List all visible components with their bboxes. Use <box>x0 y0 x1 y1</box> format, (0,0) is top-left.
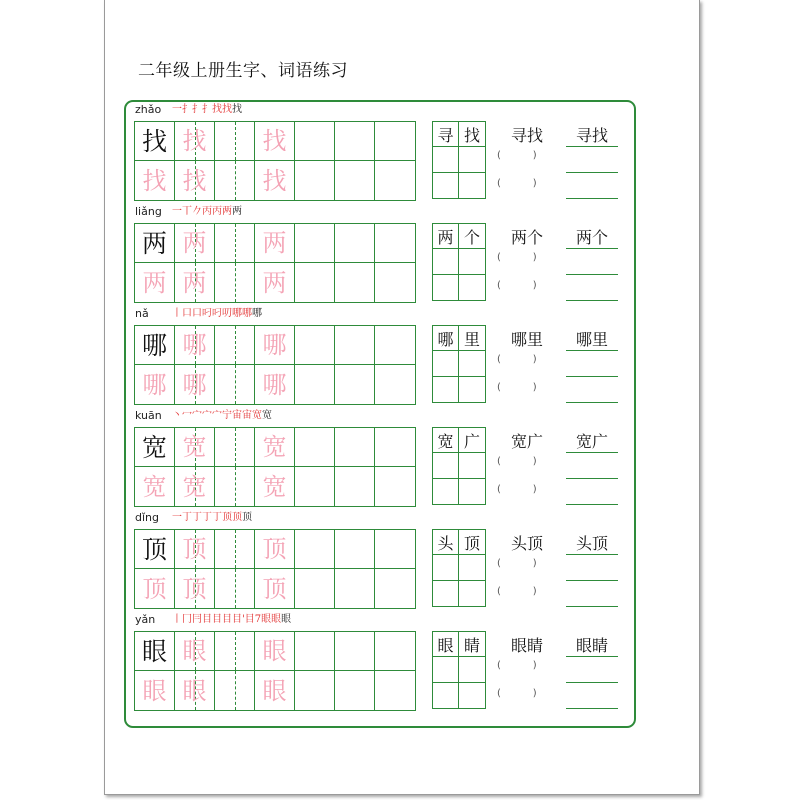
word-writing-cell[interactable] <box>459 657 485 682</box>
trace-character: 宽 <box>142 472 167 501</box>
trace-character: 哪 <box>262 370 287 399</box>
writing-cell[interactable] <box>375 224 415 263</box>
word-writing-cell[interactable] <box>459 275 485 300</box>
writing-cell[interactable] <box>375 428 415 467</box>
word-character: 宽 <box>433 428 459 453</box>
writing-cell[interactable] <box>255 671 295 710</box>
writing-cell[interactable] <box>135 671 175 710</box>
writing-grid <box>134 427 416 507</box>
practice-word: 寻找 <box>575 126 608 145</box>
writing-cell[interactable] <box>215 428 255 467</box>
writing-cell[interactable] <box>375 530 415 569</box>
trace-character: 眼 <box>262 676 287 705</box>
writing-cell[interactable] <box>135 467 175 506</box>
stroke-step: 丁 <box>182 512 192 523</box>
trace-character: 两 <box>142 268 167 297</box>
stroke-step: 一 <box>172 206 182 217</box>
writing-cell[interactable] <box>215 122 255 161</box>
writing-cell[interactable] <box>255 569 295 608</box>
writing-cell[interactable] <box>255 224 295 263</box>
stroke-step: 丙 <box>212 206 222 217</box>
writing-cell[interactable] <box>215 530 255 569</box>
stroke-step: 目 <box>202 614 212 625</box>
word-writing-cell[interactable] <box>433 683 459 708</box>
writing-grid <box>134 529 416 609</box>
stroke-step: 顶 <box>242 512 252 523</box>
writing-cell[interactable] <box>255 122 295 161</box>
writing-cell[interactable] <box>255 530 295 569</box>
word-writing-cell[interactable] <box>433 173 459 198</box>
word-writing-cell[interactable] <box>459 479 485 504</box>
writing-cell[interactable] <box>335 326 375 365</box>
stroke-step: 叼 <box>212 308 222 319</box>
stroke-step: 顶 <box>232 512 242 523</box>
trace-character: 找 <box>262 166 287 195</box>
pinyin-label: zhǎo <box>135 103 162 116</box>
writing-cell[interactable] <box>255 467 295 506</box>
stroke-step: 宀 <box>192 410 202 421</box>
writing-cell[interactable] <box>375 161 415 200</box>
word-writing-cell[interactable] <box>433 581 459 606</box>
writing-cell[interactable] <box>175 569 215 608</box>
word-writing-cell[interactable] <box>433 147 459 172</box>
word-character: 找 <box>459 122 485 147</box>
writing-cell[interactable] <box>255 263 295 302</box>
writing-cell[interactable] <box>295 263 335 302</box>
trace-character: 眼 <box>182 637 207 665</box>
writing-cell[interactable] <box>335 161 375 200</box>
stroke-step: 冃 <box>192 614 202 625</box>
writing-cell[interactable] <box>375 632 415 671</box>
stroke-step: 哪 <box>232 308 242 319</box>
pinyin-label: liǎng <box>135 205 162 218</box>
writing-cell[interactable] <box>255 365 295 404</box>
pinyin-label: nǎ <box>135 307 149 320</box>
model-character: 顶 <box>141 534 167 564</box>
word-character: 里 <box>459 326 485 351</box>
stroke-step: 哪 <box>242 308 252 319</box>
stroke-step: 丁 <box>212 512 222 523</box>
writing-cell[interactable] <box>175 632 215 671</box>
writing-line[interactable] <box>566 580 618 581</box>
writing-cell[interactable] <box>215 224 255 263</box>
writing-cell[interactable] <box>295 365 335 404</box>
writing-cell[interactable] <box>135 122 175 161</box>
practice-word: 头顶 <box>575 534 608 553</box>
pinyin-blank[interactable]: ( ) <box>497 382 537 393</box>
trace-character: 哪 <box>182 370 207 399</box>
trace-character: 两 <box>182 229 207 257</box>
trace-character: 哪 <box>262 331 287 359</box>
writing-cell[interactable] <box>295 530 335 569</box>
writing-cell[interactable] <box>135 530 175 569</box>
stroke-order <box>172 614 291 626</box>
writing-line[interactable] <box>566 172 618 173</box>
example-word: 宽广 <box>510 432 543 451</box>
writing-cell[interactable] <box>375 467 415 506</box>
page-title: 二年级上册生字、词语练习 <box>138 61 348 81</box>
trace-character: 找 <box>182 166 207 195</box>
writing-line[interactable] <box>566 554 618 555</box>
writing-cell[interactable] <box>295 467 335 506</box>
writing-cell[interactable] <box>335 467 375 506</box>
writing-line[interactable] <box>566 274 618 275</box>
stroke-step: 口 <box>192 308 202 319</box>
word-writing-cell[interactable] <box>459 249 485 274</box>
stroke-step: 目' <box>232 614 245 625</box>
trace-character: 哪 <box>142 370 167 399</box>
practice-word: 宽广 <box>575 432 608 451</box>
word-box <box>432 121 486 199</box>
writing-cell[interactable] <box>175 122 215 161</box>
word-character: 睛 <box>459 632 485 657</box>
stroke-order <box>172 206 242 218</box>
writing-cell[interactable] <box>175 224 215 263</box>
writing-cell[interactable] <box>255 428 295 467</box>
word-writing-cell[interactable] <box>459 377 485 402</box>
writing-cell[interactable] <box>295 326 335 365</box>
model-character: 宽 <box>141 432 167 462</box>
stroke-step: 叨 <box>222 308 232 319</box>
stroke-step: 眼 <box>281 614 292 625</box>
trace-character: 哪 <box>182 331 207 359</box>
model-character: 哪 <box>141 330 167 360</box>
writing-cell[interactable] <box>375 569 415 608</box>
writing-cell[interactable] <box>295 428 335 467</box>
writing-line[interactable] <box>566 656 618 657</box>
pinyin-blank[interactable]: ( ) <box>497 558 537 569</box>
word-character: 头 <box>433 530 459 555</box>
trace-character: 顶 <box>142 574 167 603</box>
writing-cell[interactable] <box>175 467 215 506</box>
pinyin-blank[interactable]: ( ) <box>497 688 537 699</box>
writing-cell[interactable] <box>135 632 175 671</box>
writing-cell[interactable] <box>375 122 415 161</box>
trace-character: 找 <box>182 127 207 155</box>
writing-cell[interactable] <box>335 530 375 569</box>
stroke-step: 丨 <box>172 308 182 319</box>
word-character: 个 <box>459 224 485 249</box>
writing-cell[interactable] <box>335 569 375 608</box>
writing-cell[interactable] <box>255 161 295 200</box>
writing-cell[interactable] <box>175 428 215 467</box>
pinyin-label: dǐng <box>135 511 159 524</box>
writing-cell[interactable] <box>135 569 175 608</box>
writing-cell[interactable] <box>295 161 335 200</box>
stroke-order <box>172 308 262 320</box>
stroke-step: 一 <box>172 104 182 115</box>
pinyin-label: yǎn <box>135 613 156 626</box>
trace-character: 两 <box>182 268 207 297</box>
writing-line[interactable] <box>566 504 618 505</box>
stroke-step: 扌 <box>192 104 202 115</box>
writing-cell[interactable] <box>295 671 335 710</box>
stroke-step: 一 <box>172 512 182 523</box>
stroke-step: 找 <box>232 104 242 115</box>
writing-cell[interactable] <box>215 632 255 671</box>
model-character: 眼 <box>141 636 167 666</box>
writing-cell[interactable] <box>375 263 415 302</box>
word-box <box>432 529 486 607</box>
writing-line[interactable] <box>566 606 618 607</box>
writing-line[interactable] <box>566 376 618 377</box>
word-character: 哪 <box>433 326 459 351</box>
writing-cell[interactable] <box>295 122 335 161</box>
writing-cell[interactable] <box>295 569 335 608</box>
writing-cell[interactable] <box>255 326 295 365</box>
stroke-step: 扌 <box>202 104 212 115</box>
writing-cell[interactable] <box>335 428 375 467</box>
writing-cell[interactable] <box>335 122 375 161</box>
trace-character: 顶 <box>262 535 287 563</box>
pinyin-blank[interactable]: ( ) <box>497 660 537 671</box>
writing-cell[interactable] <box>295 632 335 671</box>
stroke-step: 宙 <box>242 410 252 421</box>
stroke-step: 找 <box>212 104 222 115</box>
trace-character: 宽 <box>182 433 207 461</box>
stroke-step: 口 <box>182 308 192 319</box>
writing-line[interactable] <box>566 146 618 147</box>
model-character: 两 <box>141 228 167 258</box>
stroke-step: 扌 <box>182 104 192 115</box>
word-character: 寻 <box>433 122 459 147</box>
stroke-step: 叼 <box>202 308 212 319</box>
stroke-step: 眼 <box>271 614 282 625</box>
writing-cell[interactable] <box>175 326 215 365</box>
writing-cell[interactable] <box>215 161 255 200</box>
word-box <box>432 427 486 505</box>
writing-cell[interactable] <box>215 326 255 365</box>
stroke-step: 宀 <box>212 410 222 421</box>
stroke-step: 丁 <box>192 512 202 523</box>
trace-character: 两 <box>262 229 287 257</box>
stroke-step: 宙 <box>232 410 242 421</box>
stroke-step: 宽 <box>252 410 262 421</box>
trace-character: 顶 <box>262 574 287 603</box>
writing-line[interactable] <box>566 350 618 351</box>
pinyin-label: kuān <box>135 409 162 422</box>
word-box <box>432 631 486 709</box>
stroke-step: 丨 <box>172 614 182 625</box>
writing-cell[interactable] <box>335 365 375 404</box>
word-box <box>432 223 486 301</box>
word-writing-cell[interactable] <box>433 377 459 402</box>
stroke-order <box>172 104 242 116</box>
word-writing-cell[interactable] <box>459 683 485 708</box>
word-writing-cell[interactable] <box>433 453 459 478</box>
example-word: 两个 <box>510 228 543 247</box>
trace-character: 找 <box>142 166 167 195</box>
practice-word: 哪里 <box>575 330 608 349</box>
writing-grid <box>134 631 416 711</box>
stroke-step: 顶 <box>222 512 232 523</box>
word-character: 顶 <box>459 530 485 555</box>
writing-cell[interactable] <box>295 224 335 263</box>
writing-grid <box>134 121 416 201</box>
writing-line[interactable] <box>566 402 618 403</box>
pinyin-blank[interactable]: ( ) <box>497 354 537 365</box>
writing-cell[interactable] <box>135 161 175 200</box>
stroke-step: 目7 <box>244 614 262 625</box>
word-writing-cell[interactable] <box>459 147 485 172</box>
word-writing-cell[interactable] <box>459 453 485 478</box>
stroke-step: 宁 <box>222 410 232 421</box>
writing-grid <box>134 223 416 303</box>
writing-cell[interactable] <box>175 161 215 200</box>
stroke-step: 找 <box>222 104 232 115</box>
writing-cell[interactable] <box>175 530 215 569</box>
trace-character: 顶 <box>182 574 207 603</box>
word-writing-cell[interactable] <box>433 479 459 504</box>
word-character: 广 <box>459 428 485 453</box>
trace-character: 宽 <box>262 433 287 461</box>
practice-word: 两个 <box>575 228 608 247</box>
word-writing-cell[interactable] <box>459 581 485 606</box>
writing-cell[interactable] <box>135 263 175 302</box>
stroke-step: 宽 <box>262 410 272 421</box>
example-word: 寻找 <box>510 126 543 145</box>
stroke-order <box>172 512 252 524</box>
writing-grid <box>134 325 416 405</box>
writing-cell[interactable] <box>135 365 175 404</box>
model-character: 找 <box>141 126 167 156</box>
trace-character: 两 <box>262 268 287 297</box>
stroke-step: 丅 <box>182 206 192 217</box>
word-writing-cell[interactable] <box>433 275 459 300</box>
stroke-order <box>172 410 272 422</box>
trace-character: 眼 <box>262 637 287 665</box>
stroke-step: 两 <box>232 206 242 217</box>
stroke-step: 丙 <box>202 206 212 217</box>
word-writing-cell[interactable] <box>459 351 485 376</box>
writing-line[interactable] <box>566 300 618 301</box>
word-writing-cell[interactable] <box>459 173 485 198</box>
example-word: 哪里 <box>510 330 543 349</box>
word-character: 眼 <box>433 632 459 657</box>
writing-line[interactable] <box>566 452 618 453</box>
trace-character: 宽 <box>182 472 207 501</box>
pinyin-blank[interactable]: ( ) <box>497 456 537 467</box>
stroke-step: 目 <box>222 614 232 625</box>
writing-line[interactable] <box>566 708 618 709</box>
word-writing-cell[interactable] <box>433 657 459 682</box>
trace-character: 眼 <box>182 676 207 705</box>
stroke-step: 丁 <box>202 512 212 523</box>
writing-cell[interactable] <box>255 632 295 671</box>
word-character: 两 <box>433 224 459 249</box>
word-box <box>432 325 486 403</box>
writing-cell[interactable] <box>335 671 375 710</box>
pinyin-blank[interactable]: ( ) <box>497 586 537 597</box>
example-word: 眼睛 <box>510 636 543 655</box>
writing-cell[interactable] <box>335 224 375 263</box>
writing-cell[interactable] <box>175 263 215 302</box>
stroke-step: 冖 <box>182 410 192 421</box>
writing-cell[interactable] <box>335 632 375 671</box>
writing-cell[interactable] <box>215 467 255 506</box>
word-writing-cell[interactable] <box>433 249 459 274</box>
stroke-step: 哪 <box>252 308 262 319</box>
pinyin-blank[interactable]: ( ) <box>497 150 537 161</box>
writing-cell[interactable] <box>175 671 215 710</box>
stroke-step: 𠂊 <box>192 206 202 217</box>
stroke-step: 眼 <box>261 614 272 625</box>
writing-line[interactable] <box>566 198 618 199</box>
writing-cell[interactable] <box>215 365 255 404</box>
writing-cell[interactable] <box>375 326 415 365</box>
trace-character: 找 <box>262 127 287 155</box>
stroke-step: 冂 <box>182 614 192 625</box>
writing-line[interactable] <box>566 248 618 249</box>
stroke-step: 目 <box>212 614 222 625</box>
pinyin-blank[interactable]: ( ) <box>497 252 537 263</box>
practice-word: 眼睛 <box>575 636 608 655</box>
writing-cell[interactable] <box>135 326 175 365</box>
pinyin-blank[interactable]: ( ) <box>497 484 537 495</box>
word-writing-cell[interactable] <box>433 555 459 580</box>
pinyin-blank[interactable]: ( ) <box>497 280 537 291</box>
stroke-step: 宀 <box>202 410 212 421</box>
writing-cell[interactable] <box>135 224 175 263</box>
trace-character: 眼 <box>142 676 167 705</box>
stroke-step: 两 <box>222 206 232 217</box>
writing-cell[interactable] <box>135 428 175 467</box>
writing-cell[interactable] <box>375 671 415 710</box>
word-writing-cell[interactable] <box>459 555 485 580</box>
writing-cell[interactable] <box>215 263 255 302</box>
stroke-step: 丶 <box>172 410 182 421</box>
writing-line[interactable] <box>566 682 618 683</box>
trace-character: 顶 <box>182 535 207 563</box>
pinyin-blank[interactable]: ( ) <box>497 178 537 189</box>
word-writing-cell[interactable] <box>433 351 459 376</box>
writing-cell[interactable] <box>175 365 215 404</box>
writing-cell[interactable] <box>215 671 255 710</box>
writing-cell[interactable] <box>375 365 415 404</box>
writing-cell[interactable] <box>335 263 375 302</box>
writing-cell[interactable] <box>215 569 255 608</box>
trace-character: 宽 <box>262 472 287 501</box>
writing-line[interactable] <box>566 478 618 479</box>
example-word: 头顶 <box>510 534 543 553</box>
